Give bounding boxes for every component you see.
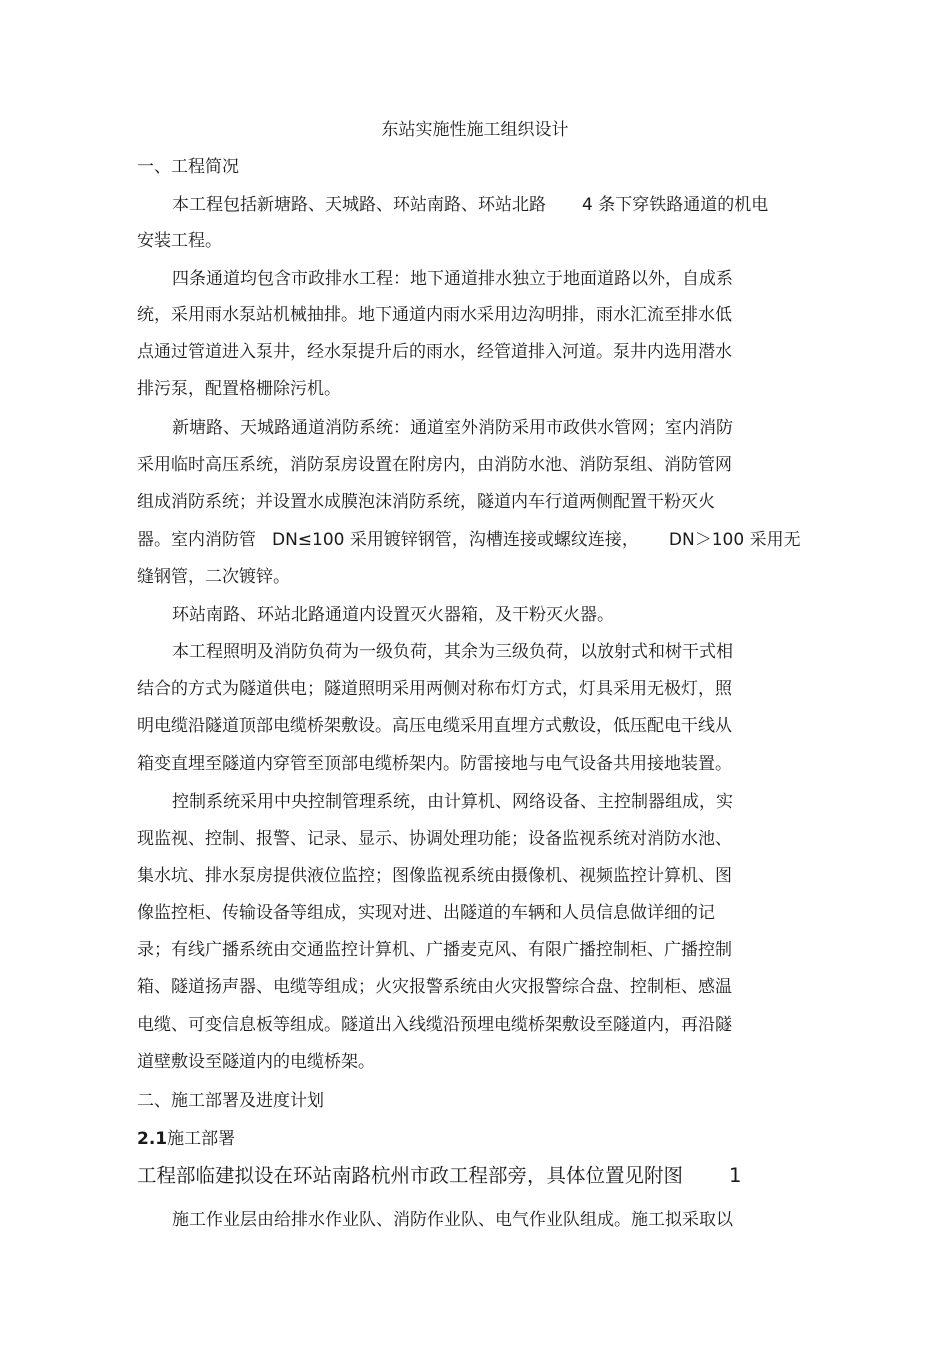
paragraph-line: 现监视、控制、报警、记录、显示、协调处理功能；设备监视系统对消防水池、 xyxy=(137,829,732,849)
section-heading-2: 二、施工部署及进度计划 xyxy=(137,1091,324,1111)
paragraph-line: 本工程照明及消防负荷为一级负荷，其余为三级负荷，以放射式和树干式相 xyxy=(172,642,733,662)
paragraph-line: 录；有线广播系统由交通监控计算机、广播麦克风、有限广播控制柜、广播控制 xyxy=(137,940,732,960)
text-segment: 本工程包括新塘路、天城路、环站南路、环站北路 xyxy=(172,195,546,215)
paragraph-line: 新塘路、天城路通道消防系统：通道室外消防采用市政供水管网；室内消防 xyxy=(172,418,733,438)
subsection-number: 2.1 xyxy=(137,1129,168,1149)
paragraph-line: 环站南路、环站北路通道内设置灭火器箱，及干粉灭火器。 xyxy=(172,605,614,625)
paragraph-line: 点通过管道进入泵井，经水泵提升后的雨水，经管道排入河道。泵井内选用潜水 xyxy=(137,342,732,362)
document-title: 东站实施性施工组织设计 xyxy=(381,120,569,140)
text-segment: 4 条下穿铁路通道的机电 xyxy=(582,195,769,215)
paragraph-line: 四条通道均包含市政排水工程：地下通道排水独立于地面道路以外，自成系 xyxy=(172,269,733,289)
paragraph-line: 结合的方式为隧道供电；隧道照明采用两侧对称布灯方式，灯具采用无极灯，照 xyxy=(137,679,732,699)
paragraph-line: 施工作业层由给排水作业队、消防作业队、电气作业队组成。施工拟采取以 xyxy=(172,1210,733,1230)
text-segment: 工程部临建拟设在环站南路杭州市政工程部旁，具体位置见附图 xyxy=(137,1164,684,1187)
paragraph-line xyxy=(137,1164,741,1188)
paragraph-line: 控制系统采用中央控制管理系统，由计算机、网络设备、主控制器组成，实 xyxy=(172,792,733,812)
paragraph-line: 箱变直埋至隧道内穿管至顶部电缆桥架内。防雷接地与电气设备共用接地装置。 xyxy=(137,754,732,774)
text-segment: 1 xyxy=(729,1164,742,1187)
paragraph-line: 组成消防系统；并设置水成膜泡沫消防系统，隧道内车行道两侧配置干粉灭火 xyxy=(137,492,715,512)
paragraph-line: 采用临时高压系统，消防泵房设置在附房内，由消防水池、消防泵组、消防管网 xyxy=(137,455,732,475)
paragraph-line: 缝钢管，二次镀锌。 xyxy=(137,567,290,587)
paragraph-line: 排污泵，配置格栅除污机。 xyxy=(137,379,341,399)
text-segment: DN＞100 采用无 xyxy=(668,530,801,550)
paragraph-line: 电缆、可变信息板等组成。隧道出入线缆沿预埋电缆桥架敷设至隧道内，再沿隧 xyxy=(137,1015,732,1035)
paragraph-line: 集水坑、排水泵房提供液位监控；图像监视系统由摄像机、视频监控计算机、图 xyxy=(137,866,732,886)
paragraph-line: 箱、隧道扬声器、电缆等组成；火灾报警系统由火灾报警综合盘、控制柜、感温 xyxy=(137,977,732,997)
paragraph-line: 道壁敷设至隧道内的电缆桥架。 xyxy=(137,1052,375,1072)
paragraph-line: 安装工程。 xyxy=(137,231,222,251)
paragraph-line xyxy=(137,530,801,550)
paragraph-line: 统，采用雨水泵站机械抽排。地下通道内雨水采用边沟明排，雨水汇流至排水低 xyxy=(137,305,732,325)
paragraph-line: 明电缆沿隧道顶部电缆桥架敷设。高压电缆采用直埋方式敷设，低压配电干线从 xyxy=(137,716,732,736)
subsection-heading-2-1 xyxy=(137,1129,235,1149)
paragraph-line xyxy=(172,195,768,215)
text-segment: DN≤100 采用镀锌钢管，沟槽连接或螺纹连接， xyxy=(272,530,639,550)
text-segment: 器。室内消防管 xyxy=(137,530,256,550)
section-heading-1: 一、工程简况 xyxy=(137,157,239,177)
subsection-title: 施工部署 xyxy=(167,1129,236,1149)
paragraph-line: 像监控柜、传输设备等组成，实现对进、出隧道的车辆和人员信息做详细的记 xyxy=(137,903,715,923)
